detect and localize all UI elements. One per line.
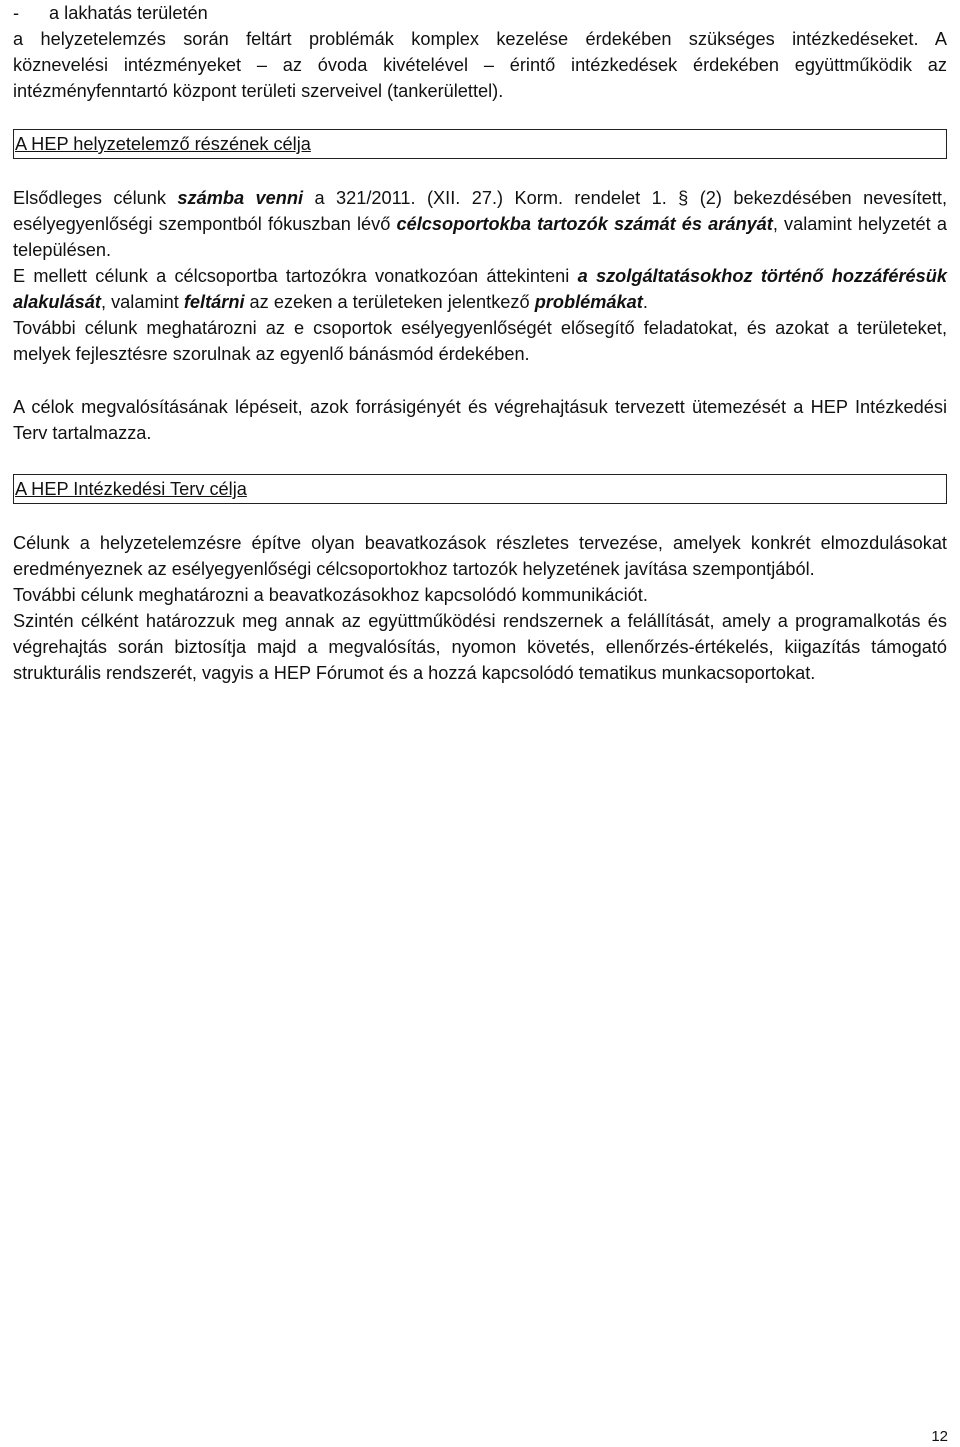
- paragraph: További célunk meghatározni az e csoportok esélyegyenlőségét elősegítő feladatokat, és azokat a területeket, melyek fejlesztésre szorulnak az egyenlő bánásmód érdekében.: [13, 318, 947, 364]
- section-heading-box: [13, 474, 947, 504]
- paragraph: Célunk a helyzetelemzésre építve olyan beavatkozások részletes tervezése, amelyek konkrét elmozdulásokat eredményeznek az esélyegyenlőségi célcsoportokhoz tartozók helyzetének javítása szempontjából.: [13, 533, 947, 579]
- emphasis-text: feltárni: [183, 292, 245, 312]
- emphasis-text: számba venni: [177, 188, 304, 208]
- section-heading-box: [13, 129, 947, 159]
- section1-closing: [13, 394, 947, 446]
- emphasis-text: problémákat: [534, 292, 643, 312]
- paragraph-text: Elsődleges célunk: [13, 188, 178, 208]
- section1-body: [13, 185, 947, 367]
- bullet-text: a lakhatás területén: [49, 3, 208, 23]
- page-number: 12: [931, 1428, 948, 1445]
- emphasis-text: célcsoportokba tartozók számát és arányát: [396, 214, 773, 234]
- paragraph: Szintén célként határozzuk meg annak az együttműködési rendszernek a felállítását, amely a programalkotás és végrehajtás során biztosítja majd a megvalósítás, nyomon követés, ellenőrzés-értékelés, kiigazítás támogató strukturális rendszerét, vagyis a HEP Fórumot és a hozzá kapcsolódó tematikus munkacsoportokat.: [13, 611, 947, 683]
- bullet-item: [13, 0, 947, 26]
- section-heading: A HEP helyzetelemző részének célja: [15, 134, 311, 154]
- bullet-dash: -: [13, 3, 20, 23]
- intro-line-3: intézményfenntartó központ területi szerveivel (tankerülettel).: [13, 81, 504, 101]
- paragraph: [13, 263, 947, 315]
- paragraph-text: a 321/2011. (XII. 27.) Korm. rendelet 1. § (2) bekezdésében nevesített, esélyegyenlőségi szempontból fókuszban lévő: [13, 188, 948, 234]
- intro-line-1: a helyzetelemzés során feltárt problémák komplex kezelése érdekében szükséges intézkedéseket. A: [13, 29, 947, 49]
- paragraph-text: az ezeken a területeken jelentkező: [244, 292, 535, 312]
- paragraph-text: .: [642, 292, 648, 312]
- paragraph: [13, 185, 947, 263]
- intro-block: [13, 0, 947, 104]
- paragraph: További célunk meghatározni a beavatkozásokhoz kapcsolódó kommunikációt.: [13, 585, 648, 605]
- paragraph-text: E mellett célunk a célcsoportba tartozókra vonatkozóan áttekinteni: [13, 266, 578, 286]
- intro-line-2: köznevelési intézményeket – az óvoda kivételével – érintő intézkedések érdekében együttműködik az: [13, 55, 947, 75]
- paragraph: A célok megvalósításának lépéseit, azok forrásigényét és végrehajtásuk tervezett ütemezését a HEP Intézkedési Terv tartalmazza.: [13, 397, 947, 443]
- paragraph-text: , valamint: [100, 292, 184, 312]
- section2-body: [13, 530, 947, 686]
- section-heading: A HEP Intézkedési Terv célja: [15, 479, 247, 499]
- paragraph-text: , valamint helyzetét a településen.: [13, 214, 947, 260]
- emphasis-text: a szolgáltatásokhoz történő hozzáférésük alakulását: [13, 266, 948, 312]
